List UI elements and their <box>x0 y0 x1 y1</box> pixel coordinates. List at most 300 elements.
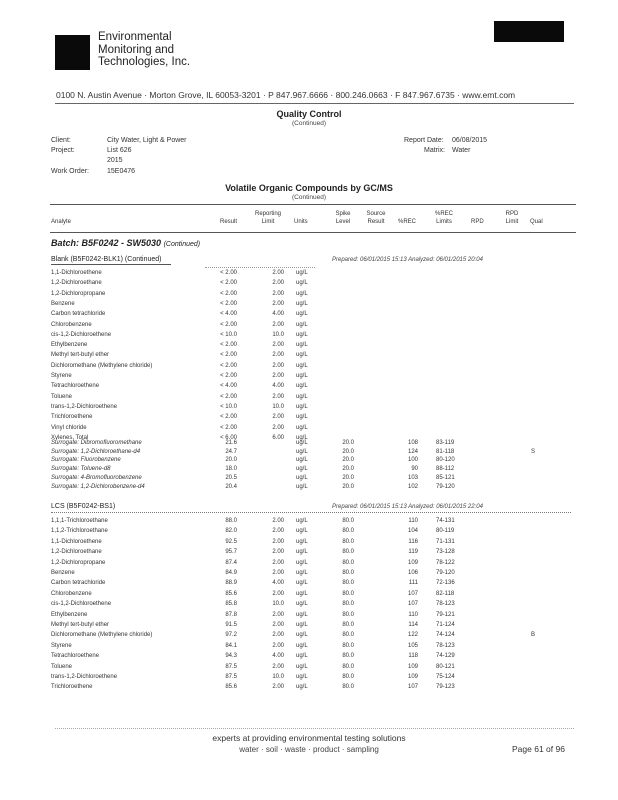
col-rpd-limit-1: RPD <box>505 211 519 217</box>
reporting-limit: 2.00 <box>272 352 284 359</box>
recovery-limits: 71-124 <box>436 622 455 628</box>
result-value: < 2.00 <box>220 362 237 369</box>
percent-recovery: 109 <box>407 559 418 566</box>
result-value: < 2.00 <box>220 373 237 379</box>
address-line: 0100 N. Austin Avenue · Morton Grove, IL 60053-3201 · P 847.967.6666 · 800.246.0663 · F 847.967.6735 · www.emt.com <box>56 90 516 100</box>
result-value: 20.0 <box>225 457 237 464</box>
analyte-name: Trichloroethene <box>51 414 93 421</box>
col-rec-limits-1: %REC <box>434 211 453 217</box>
result-value: 24.7 <box>225 448 237 455</box>
percent-recovery: 106 <box>407 570 418 576</box>
qualifier: B <box>531 632 536 639</box>
reporting-limit: 2.00 <box>272 290 284 297</box>
units: ug/L <box>296 684 308 691</box>
recovery-limits: 71-131 <box>436 538 455 545</box>
col-units: Units <box>294 219 308 225</box>
recovery-limits: 88-112 <box>436 466 455 473</box>
units: ug/L <box>296 290 308 297</box>
units: ug/L <box>296 434 308 441</box>
table-row <box>0 363 618 373</box>
analyte-name: Methyl tert-butyl ether <box>51 622 110 628</box>
reporting-limit: 2.00 <box>272 414 284 421</box>
reporting-limit: 2.00 <box>272 622 284 628</box>
recovery-limits: 74-131 <box>436 518 455 524</box>
percent-recovery: 107 <box>407 590 418 597</box>
analyte-name: Carbon tetrachloride <box>51 580 106 587</box>
reporting-limit: 2.00 <box>272 528 284 535</box>
col-analyte: Analyte <box>51 219 72 225</box>
reporting-limit: 2.00 <box>272 684 284 691</box>
units: ug/L <box>296 362 308 369</box>
spike-level: 80.0 <box>342 642 354 649</box>
col-spike <box>330 210 356 226</box>
blank-header: Blank (B5F0242-BLK1) (Continued) <box>51 256 162 263</box>
percent-recovery: 108 <box>407 440 418 446</box>
percent-recovery: 114 <box>408 622 418 628</box>
units: ug/L <box>296 466 308 473</box>
reporting-limit: 4.00 <box>272 580 284 587</box>
table-row <box>0 632 618 642</box>
company-logo <box>55 35 90 70</box>
reporting-limit: 2.00 <box>272 393 284 400</box>
table-header-top-rule <box>50 204 576 205</box>
result-value: < 6.00 <box>220 434 237 441</box>
table-row <box>0 301 618 311</box>
analyte-name: Chlorobenzene <box>51 321 92 328</box>
percent-recovery: 107 <box>407 684 418 691</box>
reporting-limit: 2.00 <box>272 663 284 670</box>
analyte-name: Styrene <box>51 642 72 649</box>
reporting-limit: 4.00 <box>272 311 284 318</box>
work-order-label: Work Order: <box>51 168 89 175</box>
table-row <box>0 684 618 694</box>
units: ug/L <box>296 601 308 608</box>
lcs-prepared: Prepared: 06/01/2015 15:13 Analyzed: 06/01/2015 22:04 <box>332 504 483 510</box>
percent-recovery: 102 <box>407 483 418 490</box>
project-value: List 626 <box>107 147 132 154</box>
col-spike-2: Level <box>335 219 351 225</box>
units: ug/L <box>296 528 308 535</box>
units: ug/L <box>296 270 308 276</box>
report-subtitle: (Continued) <box>292 120 326 127</box>
units: ug/L <box>296 559 308 566</box>
table-row <box>0 528 618 538</box>
footer-tagline: experts at providing environmental testing solutions <box>212 733 406 743</box>
work-order-value: 15E0476 <box>107 168 136 175</box>
table-row <box>0 570 618 580</box>
analyte-name: Dichloromethane (Methylene chloride) <box>51 632 153 639</box>
reporting-limit: 2.00 <box>272 642 284 649</box>
units: ug/L <box>296 549 308 556</box>
blank-dotted-rule <box>205 267 315 268</box>
col-rpd-limit <box>500 210 524 226</box>
units: ug/L <box>296 331 308 338</box>
result-value: < 4.00 <box>220 311 237 318</box>
units: ug/L <box>296 632 308 639</box>
analyte-name: Dichloromethane (Methylene chloride) <box>51 362 153 369</box>
units: ug/L <box>296 448 308 455</box>
units: ug/L <box>296 590 308 597</box>
company-name-line2: Monitoring and <box>98 43 175 56</box>
spike-level: 80.0 <box>342 674 354 680</box>
units: ug/L <box>296 352 308 359</box>
recovery-limits: 85-121 <box>436 474 455 481</box>
recovery-limits: 81-118 <box>436 448 455 455</box>
lcs-header: LCS (B5F0242-BS1) <box>51 503 116 510</box>
result-value: 87.4 <box>225 559 237 566</box>
result-value: 18.0 <box>225 466 237 473</box>
col-rpd-limit-2: Limit <box>505 219 519 225</box>
result-value: 88.0 <box>225 518 237 524</box>
table-row <box>0 352 618 362</box>
spike-level: 80.0 <box>342 611 354 618</box>
reporting-limit: 2.00 <box>272 590 284 597</box>
table-row <box>0 322 618 332</box>
recovery-limits: 75-124 <box>436 674 455 680</box>
analyte-name: Surrogate: Toluene-d8 <box>51 466 111 473</box>
analyte-name: Surrogate: Dibromofluoromethane <box>51 440 142 446</box>
report-title: Quality Control <box>276 109 342 119</box>
units: ug/L <box>296 383 308 390</box>
units: ug/L <box>296 280 308 287</box>
lcs-header-rule <box>51 512 571 513</box>
units: ug/L <box>296 311 308 318</box>
col-rec-limits <box>430 210 458 226</box>
spike-level: 80.0 <box>342 570 354 576</box>
result-value: 92.5 <box>225 538 237 545</box>
reporting-limit: 2.00 <box>272 538 284 545</box>
table-row <box>0 539 618 549</box>
analyte-name: Toluene <box>51 393 73 400</box>
percent-recovery: 105 <box>407 642 418 649</box>
units: ug/L <box>296 403 308 410</box>
recovery-limits: 80-121 <box>436 663 455 670</box>
spike-level: 80.0 <box>342 653 354 660</box>
reporting-limit: 2.00 <box>272 321 284 328</box>
matrix-value: Water <box>452 147 471 154</box>
client-label: Client: <box>51 137 71 144</box>
recovery-limits: 78-122 <box>436 559 455 566</box>
blank-header-rule <box>51 264 171 265</box>
units: ug/L <box>296 300 308 307</box>
reporting-limit: 2.00 <box>272 570 284 576</box>
spike-level: 80.0 <box>342 601 354 608</box>
page-number: Page 61 of 96 <box>512 744 565 754</box>
table-row <box>0 643 618 653</box>
company-name <box>98 31 190 69</box>
percent-recovery: 107 <box>407 601 418 608</box>
reporting-limit: 2.00 <box>272 549 284 556</box>
units: ug/L <box>296 440 308 446</box>
units: ug/L <box>296 580 308 587</box>
result-value: < 2.00 <box>220 352 237 359</box>
batch-label: Batch: B5F0242 - SW5030 <box>51 238 162 248</box>
units: ug/L <box>296 483 308 490</box>
company-name-line1: Environmental <box>98 31 172 43</box>
reporting-limit: 2.00 <box>272 300 284 307</box>
result-value: 85.6 <box>225 684 237 691</box>
analyte-name: Surrogate: Fluorobenzene <box>51 457 121 464</box>
units: ug/L <box>296 611 308 618</box>
spike-level: 20.0 <box>342 448 354 455</box>
units: ug/L <box>296 393 308 400</box>
result-value: 84.9 <box>225 570 237 576</box>
table-row <box>0 332 618 342</box>
spike-level: 20.0 <box>342 483 354 490</box>
col-source-2: Result <box>367 219 385 225</box>
result-value: 91.5 <box>225 622 237 628</box>
analyte-name: Chlorobenzene <box>51 590 92 597</box>
spike-level: 20.0 <box>342 474 354 481</box>
col-spike-1: Spike <box>335 211 351 217</box>
table-row <box>0 270 618 280</box>
result-value: 95.7 <box>225 549 237 556</box>
qualifier: S <box>531 448 536 455</box>
result-value: < 10.0 <box>220 403 237 410</box>
spike-level: 80.0 <box>342 518 354 524</box>
recovery-limits: 78-123 <box>436 642 455 649</box>
recovery-limits: 80-119 <box>436 528 455 535</box>
report-date-value: 06/08/2015 <box>452 137 488 144</box>
table-row <box>0 612 618 622</box>
result-value: < 2.00 <box>220 342 237 349</box>
result-value: 84.1 <box>225 642 237 649</box>
analyte-name: cis-1,2-Dichloroethene <box>51 601 112 608</box>
units: ug/L <box>296 342 308 349</box>
spike-level: 80.0 <box>342 632 354 639</box>
recovery-limits: 79-120 <box>436 570 455 576</box>
table-row <box>0 342 618 352</box>
table-row <box>0 580 618 590</box>
units: ug/L <box>296 457 308 464</box>
units: ug/L <box>296 414 308 421</box>
reporting-limit: 10.0 <box>272 331 284 338</box>
batch-continued: (Continued) <box>163 241 201 248</box>
analyte-name: Tetrachloroethene <box>51 653 100 660</box>
table-row <box>0 404 618 414</box>
percent-recovery: 100 <box>407 457 418 464</box>
reporting-limit: 2.00 <box>272 632 284 639</box>
table-row <box>0 549 618 559</box>
analyte-name: Carbon tetrachloride <box>51 311 106 318</box>
percent-recovery: 118 <box>408 653 418 660</box>
analyte-name: 1,1-Dichloroethene <box>51 538 102 545</box>
percent-recovery: 110 <box>408 518 418 524</box>
result-value: 21.6 <box>225 440 237 446</box>
reporting-limit: 4.00 <box>272 383 284 390</box>
result-value: 87.5 <box>225 674 237 680</box>
result-value: < 2.00 <box>220 280 237 287</box>
units: ug/L <box>296 663 308 670</box>
reporting-limit: 2.00 <box>272 611 284 618</box>
analyte-name: 1,2-Dichloropropane <box>51 290 106 297</box>
spike-level: 80.0 <box>342 559 354 566</box>
units: ug/L <box>296 424 308 431</box>
reporting-limit: 4.00 <box>272 653 284 660</box>
footer-divider <box>55 728 574 729</box>
redaction-box <box>494 21 564 42</box>
units: ug/L <box>296 642 308 649</box>
col-result: Result <box>219 219 237 225</box>
table-row <box>0 591 618 601</box>
units: ug/L <box>296 474 308 481</box>
units: ug/L <box>296 321 308 328</box>
footer-services: water · soil · waste · product · sampling <box>239 745 379 754</box>
col-rec-limits-2: Limits <box>436 219 452 225</box>
analyte-name: Xylenes, Total <box>51 434 89 441</box>
analyte-name: Surrogate: 1,2-Dichlorobenzene-d4 <box>51 483 145 490</box>
surrogate-row <box>0 484 618 494</box>
recovery-limits: 72-136 <box>436 580 455 587</box>
reporting-limit: 2.00 <box>272 424 284 431</box>
col-reporting-limit <box>248 210 288 226</box>
analyte-name: Surrogate: 4-Bromofluorobenzene <box>51 474 142 481</box>
project-value-2: 2015 <box>107 157 123 164</box>
units: ug/L <box>296 674 308 680</box>
analyte-name: 1,2-Dichloroethane <box>51 280 102 287</box>
matrix-label: Matrix: <box>424 147 445 154</box>
project-label: Project: <box>51 147 75 154</box>
analyte-name: Benzene <box>51 570 75 576</box>
col-reporting-limit-2: Limit <box>261 219 275 225</box>
table-row <box>0 518 618 528</box>
analyte-name: trans-1,2-Dichloroethene <box>51 403 118 410</box>
percent-recovery: 110 <box>408 611 418 618</box>
col-source <box>362 210 390 226</box>
result-value: < 2.00 <box>220 424 237 431</box>
recovery-limits: 82-118 <box>436 590 455 597</box>
percent-recovery: 103 <box>407 474 418 481</box>
blank-prepared: Prepared: 06/01/2015 15:13 Analyzed: 06/01/2015 20:04 <box>332 257 483 263</box>
analyte-name: Ethylbenzene <box>51 611 88 618</box>
reporting-limit: 2.00 <box>272 559 284 566</box>
result-value: < 2.00 <box>220 393 237 400</box>
analyte-name: Trichloroethene <box>51 684 93 691</box>
table-row <box>0 560 618 570</box>
units: ug/L <box>296 653 308 660</box>
result-value: 82.0 <box>225 528 237 535</box>
result-value: 87.5 <box>225 663 237 670</box>
table-row <box>0 601 618 611</box>
result-value: 87.8 <box>225 611 237 618</box>
result-value: 85.8 <box>225 601 237 608</box>
analyte-name: Surrogate: 1,2-Dichloroethane-d4 <box>51 448 141 455</box>
reporting-limit: 6.00 <box>272 434 284 441</box>
report-date-label: Report Date: <box>404 137 444 144</box>
recovery-limits: 80-120 <box>436 457 455 464</box>
recovery-limits: 73-128 <box>436 549 455 556</box>
table-row <box>0 664 618 674</box>
table-row <box>0 622 618 632</box>
analyte-name: Benzene <box>51 300 75 307</box>
header-divider <box>55 103 574 104</box>
result-value: 20.4 <box>225 483 237 490</box>
units: ug/L <box>296 373 308 379</box>
reporting-limit: 10.0 <box>272 674 284 680</box>
recovery-limits: 79-120 <box>436 483 455 490</box>
result-value: < 2.00 <box>220 290 237 297</box>
units: ug/L <box>296 518 308 524</box>
percent-recovery: 104 <box>407 528 418 535</box>
analyte-name: 1,1,2-Trichloroethane <box>51 528 108 535</box>
company-name-line3: Technologies, Inc. <box>98 56 191 68</box>
table-row <box>0 414 618 424</box>
reporting-limit: 2.00 <box>272 280 284 287</box>
analyte-name: 1,1,1-Trichloroethane <box>51 518 108 524</box>
spike-level: 80.0 <box>342 590 354 597</box>
percent-recovery: 90 <box>411 466 418 473</box>
col-source-1: Source <box>366 211 386 217</box>
spike-level: 20.0 <box>342 440 354 446</box>
recovery-limits: 74-124 <box>436 632 455 639</box>
table-row <box>0 653 618 663</box>
result-value: < 2.00 <box>220 321 237 328</box>
percent-recovery: 124 <box>407 448 418 455</box>
table-header-bottom-rule <box>50 232 576 233</box>
section-title: Volatile Organic Compounds by GC/MS <box>225 183 393 193</box>
recovery-limits: 79-121 <box>436 611 455 618</box>
table-row <box>0 311 618 321</box>
analyte-name: Toluene <box>51 663 73 670</box>
recovery-limits: 74-129 <box>436 653 455 660</box>
col-rpd: RPD <box>471 219 484 225</box>
table-row <box>0 425 618 435</box>
analyte-name: Tetrachloroethene <box>51 383 100 390</box>
result-value: 97.2 <box>225 632 237 639</box>
spike-level: 80.0 <box>342 684 354 691</box>
analyte-name: 1,2-Dichloropropane <box>51 559 106 566</box>
units: ug/L <box>296 622 308 628</box>
analyte-name: Methyl tert-butyl ether <box>51 352 110 359</box>
table-row <box>0 394 618 404</box>
analyte-name: Vinyl chloride <box>51 424 87 431</box>
percent-recovery: 119 <box>408 549 418 556</box>
col-reporting-limit-1: Reporting <box>254 211 281 217</box>
percent-recovery: 109 <box>407 663 418 670</box>
recovery-limits: 83-119 <box>436 440 455 446</box>
result-value: < 2.00 <box>220 270 237 276</box>
spike-level: 80.0 <box>342 663 354 670</box>
table-row <box>0 280 618 290</box>
reporting-limit: 2.00 <box>272 342 284 349</box>
table-row <box>0 373 618 383</box>
table-row <box>0 383 618 393</box>
col-rec: %REC <box>398 219 417 225</box>
reporting-limit: 2.00 <box>272 518 284 524</box>
reporting-limit: 2.00 <box>272 270 284 276</box>
col-qual: Qual <box>530 219 543 225</box>
analyte-name: Styrene <box>51 373 72 379</box>
spike-level: 20.0 <box>342 457 354 464</box>
reporting-limit: 10.0 <box>272 601 284 608</box>
result-value: 88.9 <box>225 580 237 587</box>
percent-recovery: 122 <box>407 632 418 639</box>
analyte-name: 1,1-Dichloroethene <box>51 270 102 276</box>
units: ug/L <box>296 570 308 576</box>
recovery-limits: 78-123 <box>436 601 455 608</box>
analyte-name: 1,2-Dichloroethane <box>51 549 102 556</box>
result-value: 20.5 <box>225 474 237 481</box>
table-row <box>0 674 618 684</box>
analyte-name: cis-1,2-Dichloroethene <box>51 331 112 338</box>
spike-level: 80.0 <box>342 538 354 545</box>
batch-title <box>51 238 200 248</box>
units: ug/L <box>296 538 308 545</box>
spike-level: 80.0 <box>342 549 354 556</box>
reporting-limit: 2.00 <box>272 362 284 369</box>
reporting-limit: 10.0 <box>272 403 284 410</box>
result-value: 85.6 <box>225 590 237 597</box>
